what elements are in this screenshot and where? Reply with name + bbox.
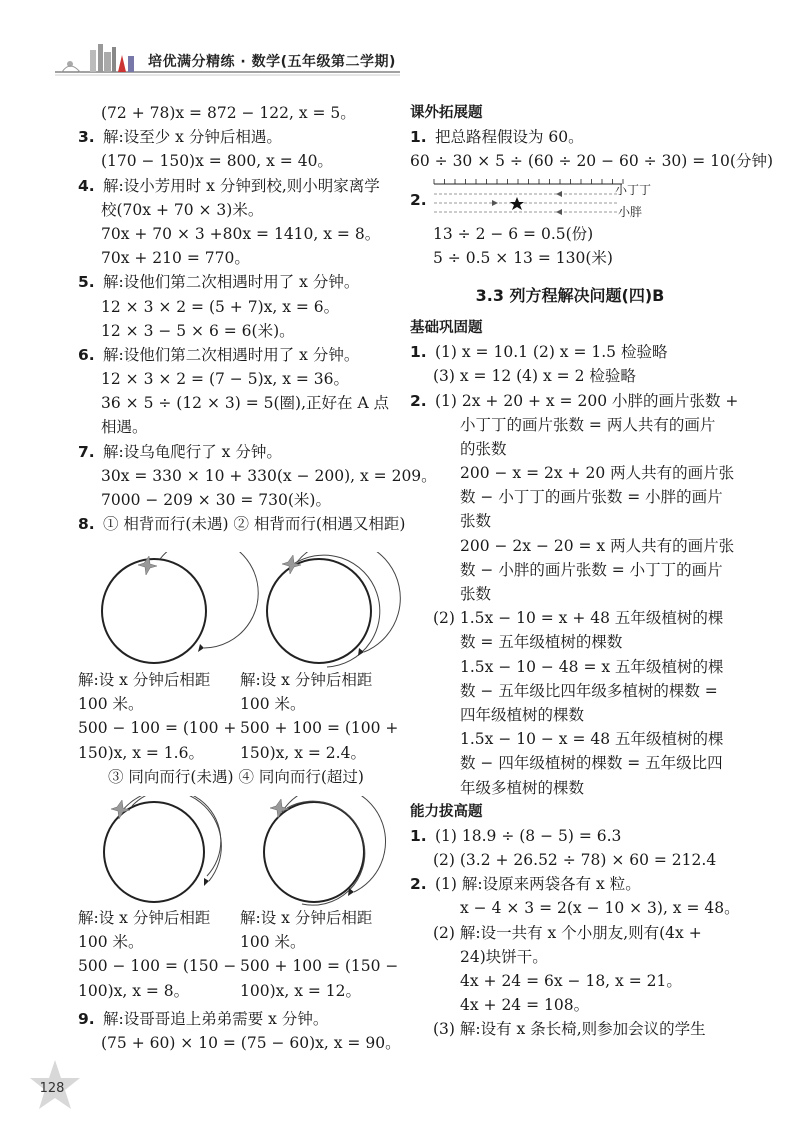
circle-diagrams-row-1 [92, 552, 402, 670]
answer-text: 1.5x − 10 − x = 48 五年级植树的棵 [460, 730, 724, 749]
answer-line [78, 101, 408, 125]
answer-line [78, 198, 408, 222]
page-number: 128 [39, 1081, 65, 1096]
item-number: 9. [78, 1010, 95, 1028]
answer-text: (72 + 78)x = 872 − 122, x = 5。 [101, 104, 356, 122]
header-skyline-decoration [0, 0, 800, 80]
item-number: 1. [410, 128, 427, 147]
answer-text: ① 相背而行(未遇) ② 相背而行(相遇又相距) [103, 515, 406, 534]
item-number: 4. [78, 176, 95, 195]
answer-line [78, 125, 408, 149]
text-line: 解:设 x 分钟后相距 [78, 671, 211, 689]
answer-line [410, 896, 740, 920]
text-line: 100)x, x = 12。 [240, 981, 362, 1000]
answer-text: 数 − 小丁丁的画片张数 = 小胖的画片 [460, 488, 723, 507]
answer-line [78, 246, 408, 270]
answer-text: 张数 [460, 585, 492, 603]
text-line: 150)x, x = 1.6。 [78, 743, 204, 762]
label-xiaopang: 小胖 [618, 204, 643, 219]
page-header [0, 0, 800, 80]
line-segment-diagram [432, 174, 632, 220]
answer-line [410, 751, 730, 775]
item-number: 2. [410, 875, 427, 894]
label-xiaodingding: 小丁丁 [615, 182, 652, 197]
answer-line [78, 488, 408, 512]
answer-line [410, 824, 730, 848]
answer-text: 数 − 五年级比四年级多植树的棵数 = [460, 681, 718, 700]
answer-text: (3) 解:设有 x 条长椅,则参加会议的学生 [433, 1020, 706, 1039]
answer-line [78, 1007, 408, 1031]
circle-diagram-2 [267, 552, 400, 667]
answer-text: 的张数 [460, 439, 507, 458]
right-top [410, 101, 774, 174]
text-line: 100 米。 [78, 695, 144, 714]
answer-text: 年级多植树的棵数 [460, 778, 585, 797]
answer-line [78, 149, 408, 173]
answer-line [78, 367, 408, 391]
answer-line [410, 703, 730, 727]
answer-line [410, 776, 730, 800]
answer-text: x − 4 × 3 = 2(x − 10 × 3), x = 48。 [460, 899, 740, 918]
answer-text: 7000 − 209 × 30 = 730(米)。 [101, 491, 331, 509]
answer-text: (170 − 150)x = 800, x = 40。 [101, 152, 333, 171]
answer-text: 12 × 3 × 2 = (7 − 5)x, x = 36。 [101, 370, 350, 389]
item-number: 5. [78, 273, 95, 292]
circle-diagram-4 [264, 796, 386, 905]
answer-line [78, 512, 408, 536]
answer-line [410, 848, 730, 872]
distance-diagram [410, 174, 730, 222]
section-title: 3.3 列方程解决问题(四)B [475, 285, 665, 305]
answer-text: 4x + 24 = 108。 [460, 996, 590, 1015]
answer-text: 24)块饼干。 [460, 947, 548, 966]
answer-text: (2) 解:设一共有 x 个小朋友,则有(4x + [433, 923, 702, 942]
text-line: 100 米。 [240, 695, 306, 714]
star-icon [510, 197, 524, 210]
answer-line [410, 558, 730, 582]
answer-line [410, 655, 730, 679]
answer-line [78, 222, 408, 246]
answer-line [410, 1017, 730, 1041]
answer-text: 12 × 3 × 2 = (5 + 7)x, x = 6。 [101, 297, 340, 316]
answer-line [78, 391, 408, 415]
answer-text: 数 − 小胖的画片张数 = 小丁丁的画片 [460, 560, 723, 579]
left-tail [78, 1007, 408, 1055]
section-heading: 课外拓展题 [410, 105, 483, 121]
answer-line [410, 149, 774, 173]
answer-text: 解:设哥哥追上弟弟需要 x 分钟。 [103, 1010, 329, 1028]
text-line: 150)x, x = 2.4。 [240, 743, 366, 762]
pair1-left-text [78, 668, 236, 765]
circle-diagram-3 [104, 796, 221, 902]
answer-text: 校(70x + 70 × 3)米。 [101, 200, 264, 219]
answer-text: 相遇。 [101, 418, 148, 437]
answer-line [410, 246, 730, 270]
item-number: 8. [78, 515, 95, 534]
answer-text: 4x + 24 = 6x − 18, x = 21。 [460, 972, 682, 990]
answer-line [410, 534, 735, 558]
answer-text: 数 = 五年级植树的棵数 [460, 633, 623, 652]
answer-text: 解:设至少 x 分钟后相遇。 [103, 128, 282, 147]
answer-line [410, 364, 730, 388]
answer-text: 36 × 5 ÷ (12 × 3) = 5(圈),正好在 A 点 [101, 394, 390, 413]
text-line: 500 + 100 = (150 − [240, 957, 399, 976]
answer-line [410, 945, 730, 969]
answer-line [410, 993, 730, 1017]
text-line: 解:设 x 分钟后相距 [240, 671, 373, 689]
item-number: 6. [78, 345, 95, 364]
answer-text: 数 − 四年级植树的棵数 = 五年级比四 [460, 754, 723, 773]
item-number: 7. [78, 442, 95, 461]
answer-text: 解:设他们第二次相遇时用了 x 分钟。 [103, 345, 360, 364]
answer-text: 张数 [460, 512, 492, 531]
answer-text: 200 − x = 2x + 20 两人共有的画片张 [460, 464, 735, 483]
answer-line [78, 343, 408, 367]
answer-line [410, 437, 730, 461]
answer-text: 解:设乌龟爬行了 x 分钟。 [103, 442, 282, 461]
answer-line [410, 872, 730, 896]
right-mid [410, 222, 730, 270]
answer-line [410, 509, 730, 533]
answer-text: 5 ÷ 0.5 × 13 = 130(米) [433, 248, 613, 267]
left-column [78, 101, 437, 536]
answer-text: 70x + 70 × 3 +80x = 1410, x = 8。 [101, 224, 381, 243]
item-number: 2. [410, 391, 427, 410]
section-heading: 基础巩固题 [410, 319, 483, 336]
answer-text: 30x = 330 × 10 + 330(x − 200), x = 209。 [101, 466, 437, 485]
text-line: 500 − 100 = (100 + [78, 719, 237, 738]
mid-caption: ③ 同向而行(未遇) ④ 同向而行(超过) [108, 768, 364, 786]
answer-text: 1.5x − 10 − 48 = x 五年级植树的棵 [460, 657, 724, 676]
answer-line [410, 461, 735, 485]
answer-text: (1) 2x + 20 + x = 200 小胖的画片张数 + [435, 391, 739, 410]
answer-line [78, 295, 408, 319]
page-number-badge [27, 1058, 83, 1114]
right-column [410, 101, 774, 1042]
answer-text: 小丁丁的画片张数 = 两人共有的画片 [460, 415, 716, 434]
answer-line [78, 464, 437, 488]
pair1-right-text [240, 668, 398, 765]
text-line: 100 米。 [78, 933, 144, 952]
answer-line [78, 1031, 408, 1055]
answer-text: 解:设他们第二次相遇时用了 x 分钟。 [103, 273, 360, 292]
answer-text: 解:设小芳用时 x 分钟到校,则小明家离学 [103, 176, 380, 195]
right-body [410, 316, 740, 1042]
answer-line [410, 921, 730, 945]
answer-line [410, 679, 730, 703]
answer-line [410, 969, 730, 993]
text-line: 100)x, x = 8。 [78, 981, 190, 1000]
answer-line [410, 582, 730, 606]
answer-text: (2) 1.5x − 10 = x + 48 五年级植树的棵 [433, 609, 724, 628]
answer-line [78, 174, 408, 198]
answer-text: 12 × 3 − 5 × 6 = 6(米)。 [101, 321, 295, 340]
answer-line [78, 270, 408, 294]
answer-line [410, 125, 730, 149]
pair2-right-text [240, 906, 398, 1003]
text-line: 解:设 x 分钟后相距 [240, 909, 373, 927]
answer-text: (1) 解:设原来两袋各有 x 粒。 [435, 875, 641, 894]
circle-diagrams-row-2 [92, 796, 402, 908]
answer-text: 把总路程假设为 60。 [435, 128, 584, 147]
text-line: 100 米。 [240, 933, 306, 952]
answer-text: (75 + 60) × 10 = (75 − 60)x, x = 90。 [101, 1034, 401, 1053]
item-number: 2. [410, 190, 427, 209]
text-line: 500 − 100 = (150 − [78, 957, 237, 976]
answer-line [410, 389, 739, 413]
text-line: 500 + 100 = (100 + [240, 719, 399, 738]
answer-line [410, 222, 730, 246]
answer-line [410, 606, 730, 630]
pair2-left-text [78, 906, 236, 1003]
item-number: 1. [410, 826, 427, 845]
item-number: 3. [78, 128, 95, 147]
answer-line [410, 340, 730, 364]
answer-line [78, 415, 408, 439]
answer-text: (2) (3.2 + 26.52 ÷ 78) × 60 = 212.4 [433, 851, 717, 870]
answer-text: 70x + 210 = 770。 [101, 249, 250, 268]
answer-line [410, 727, 730, 751]
section-heading: 能力拔高题 [410, 803, 483, 820]
answer-text: 13 ÷ 2 − 6 = 0.5(份) [433, 224, 594, 243]
circle-diagram-1 [102, 552, 258, 663]
answer-line [410, 413, 730, 437]
item-number: 1. [410, 343, 427, 362]
answer-line [410, 630, 730, 654]
answer-text: 60 ÷ 30 × 5 ÷ (60 ÷ 20 − 60 ÷ 30) = 10(分钟) [410, 152, 774, 171]
text-line: 解:设 x 分钟后相距 [78, 909, 211, 927]
header-title: 培优满分精练 · 数学(五年级第二学期) [148, 54, 396, 70]
answer-line [410, 485, 730, 509]
answer-text: (3) x = 12 (4) x = 2 检验略 [433, 367, 636, 386]
answer-text: (1) 18.9 ÷ (8 − 5) = 6.3 [435, 826, 622, 845]
answer-text: 200 − 2x − 20 = x 两人共有的画片张 [460, 536, 735, 555]
answer-text: 四年级植树的棵数 [460, 705, 585, 724]
answer-text: (1) x = 10.1 (2) x = 1.5 检验略 [435, 343, 668, 362]
answer-line [78, 440, 408, 464]
answer-line [78, 319, 408, 343]
